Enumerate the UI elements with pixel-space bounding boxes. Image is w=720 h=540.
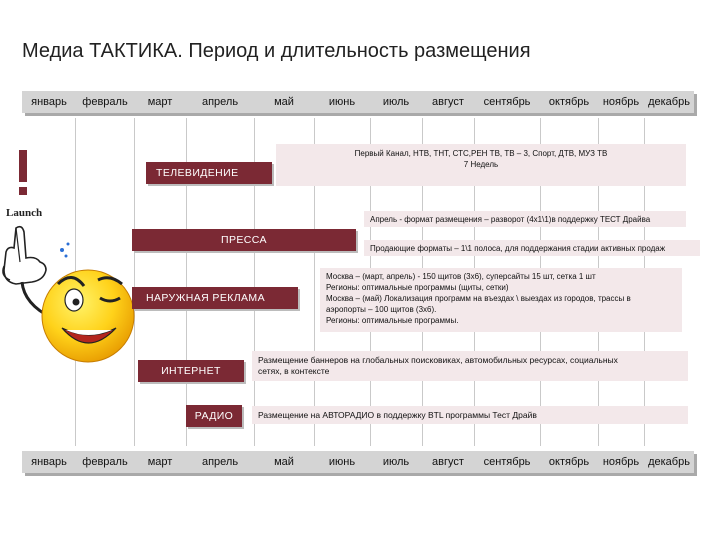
months-row-bottom: [22, 451, 694, 473]
launch-label: Launch: [6, 207, 43, 219]
channel-bar-internet: ИНТЕРНЕТ: [138, 360, 244, 382]
internet-note: [252, 351, 688, 381]
month-jan-top: январь: [31, 96, 67, 108]
channel-bar-press: ПРЕССА: [132, 229, 356, 251]
month-dec-top: декабрь: [648, 96, 690, 108]
outdoor-note-line2: Регионы: оптимальные программы (щиты, сетки): [326, 283, 509, 292]
page-title: Медиа ТАКТИКА. Период и длительность размещения: [22, 40, 531, 62]
tv-note: [276, 144, 686, 186]
press-note-2: [364, 240, 700, 256]
month-dec-bottom: декабрь: [648, 456, 690, 468]
channel-bar-tv: ТЕЛЕВИДЕНИЕ: [146, 162, 272, 184]
channel-bar-radio: РАДИО: [186, 405, 242, 427]
exclamation-icon: [16, 150, 30, 196]
channel-bar-outdoor: НАРУЖНАЯ РЕКЛАМА: [132, 287, 298, 309]
month-nov-bottom: ноябрь: [602, 456, 640, 468]
month-jul-bottom: июль: [382, 456, 410, 468]
month-aug-top: август: [432, 96, 464, 108]
month-mar-top: март: [147, 96, 173, 108]
month-jul-top: июль: [382, 96, 410, 108]
internet-note-line2: сетях, в контексте: [258, 366, 330, 376]
month-apr-top: апрель: [201, 96, 239, 108]
internet-note-line1: Размещение баннеров на глобальных поисковиках, автомобильных ресурсах, социальных: [258, 355, 618, 365]
month-may-top: май: [274, 96, 294, 108]
month-aug-bottom: август: [432, 456, 464, 468]
month-sep-top: сентябрь: [483, 96, 531, 108]
outdoor-note-line1: Москва – (март, апрель) - 150 щитов (3х6), суперсайты 15 шт, сетка 1 шт: [326, 272, 596, 281]
month-feb-top: февраль: [82, 96, 128, 108]
press-note-1: [364, 211, 686, 227]
outdoor-note-line5: Регионы: оптимальные программы.: [326, 316, 459, 325]
month-oct-bottom: октябрь: [548, 456, 590, 468]
month-apr-bottom: апрель: [201, 456, 239, 468]
month-jun-bottom: июнь: [328, 456, 356, 468]
month-nov-top: ноябрь: [602, 96, 640, 108]
radio-note: [252, 406, 688, 424]
tv-note-line2: 7 Недель: [463, 160, 499, 169]
month-oct-top: октябрь: [548, 96, 590, 108]
smiley-mascot-icon: [0, 220, 140, 380]
month-may-bottom: май: [274, 456, 294, 468]
press-note-line2: Продающие форматы – 1\1 полоса, для поддержания стадии активных продаж: [370, 244, 666, 253]
outdoor-note: [320, 268, 682, 332]
month-mar-bottom: март: [147, 456, 173, 468]
press-note-line1: Апрель - формат размещения – разворот (4х1\1)в поддержку ТЕСТ Драйва: [370, 215, 651, 224]
tv-note-line1: Первый Канал, НТВ, ТНТ, СТС,РЕН ТВ, ТВ – 3, Спорт, ДТВ, МУЗ ТВ: [354, 149, 608, 158]
outdoor-note-line4: аэропорты – 100 щитов (3х6).: [326, 305, 437, 314]
outdoor-note-line3: Москва – (май) Локализация программ на въездах \ выездах из городов, трассы в: [326, 294, 631, 303]
month-sep-bottom: сентябрь: [483, 456, 531, 468]
radio-note-line1: Размещение на АВТОРАДИО в поддержку BTL программы Тест Драйв: [258, 410, 537, 420]
month-jun-top: июнь: [328, 96, 356, 108]
month-feb-bottom: февраль: [82, 456, 128, 468]
months-row-top: [22, 91, 694, 113]
month-jan-bottom: январь: [31, 456, 67, 468]
